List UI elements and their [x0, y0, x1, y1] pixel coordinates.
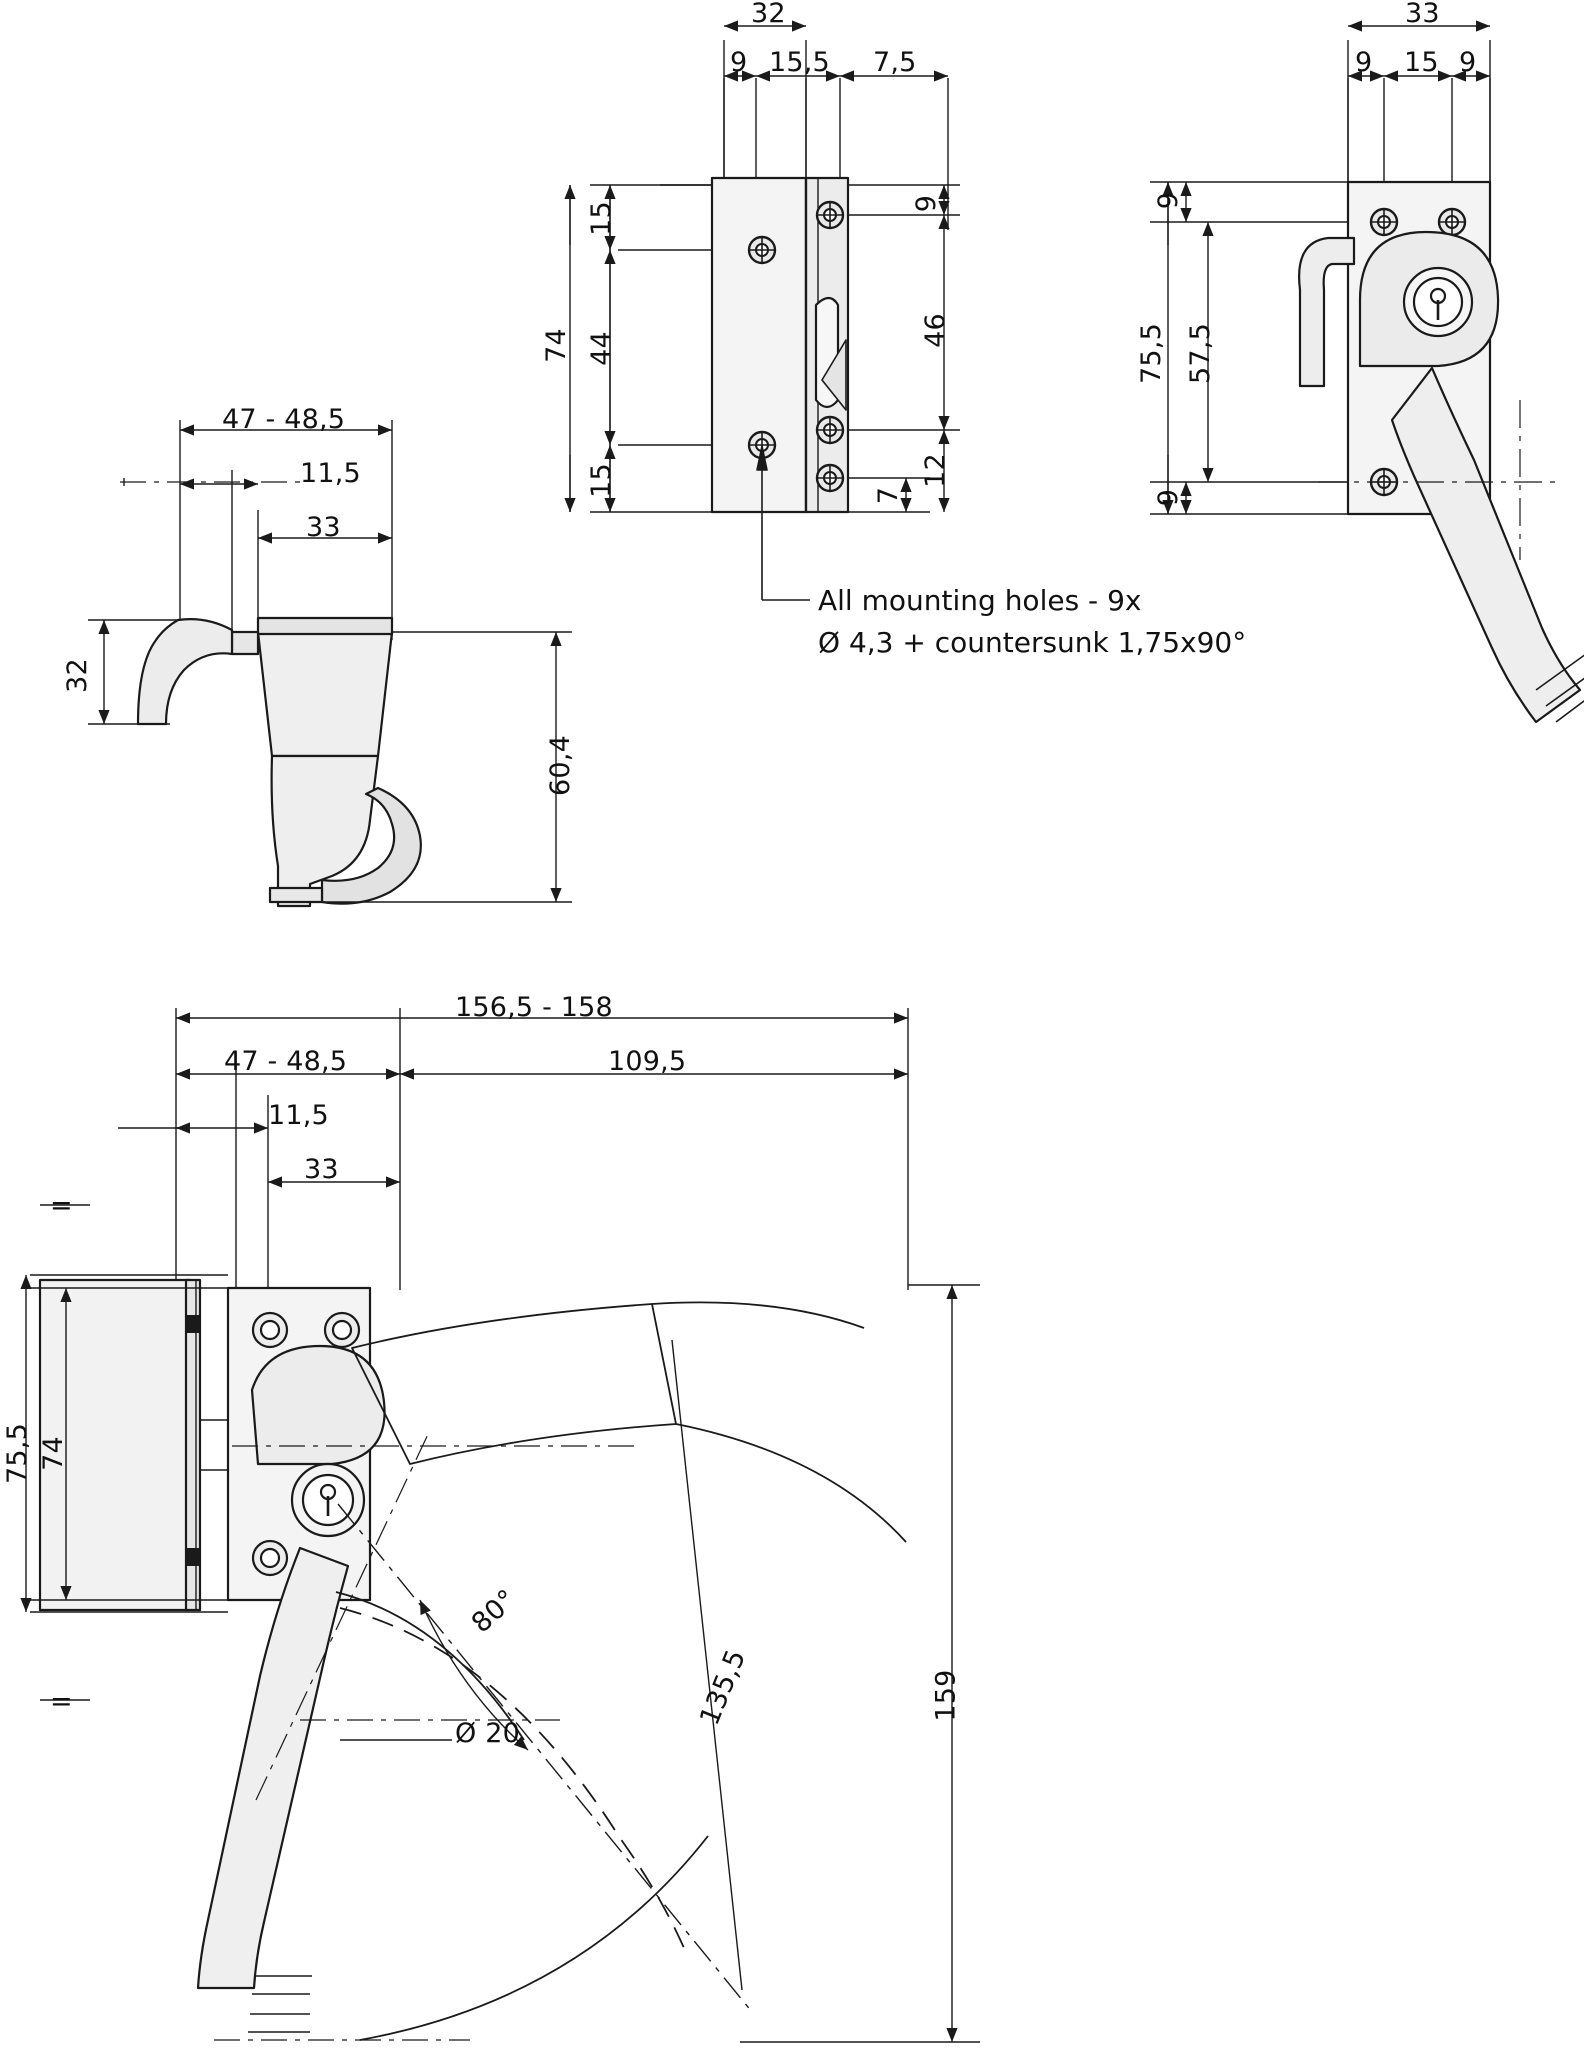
dim-plan-80deg: 80° — [465, 1583, 523, 1640]
dim-faceplate-9: 9 — [730, 47, 748, 78]
dim-plan-47-485: 47 - 48,5 — [224, 1046, 348, 1077]
dim-rear-9b: 9 — [1459, 47, 1477, 78]
dim-plan-1095: 109,5 — [608, 1046, 687, 1077]
dim-faceplate-155: 15,5 — [769, 47, 830, 78]
dim-plan-159: 159 — [930, 1669, 962, 1722]
dim-faceplate-15-bottom: 15 — [585, 463, 617, 498]
mounting-holes-note-line1: All mounting holes - 9x — [818, 584, 1142, 617]
dim-faceplate-7: 7 — [873, 486, 905, 505]
dim-rear-15: 15 — [1404, 47, 1439, 78]
dim-side-115: 11,5 — [300, 458, 361, 489]
dim-side-33: 33 — [306, 512, 341, 543]
dim-faceplate-75: 7,5 — [873, 47, 917, 78]
dim-plan-1565-158: 156,5 - 158 — [455, 992, 613, 1023]
dim-rear-9-left-bottom: 9 — [1153, 488, 1185, 507]
dim-faceplate-15-top: 15 — [585, 201, 617, 236]
dim-plan-eq-top: = — [50, 1190, 73, 1221]
dim-plan-115: 11,5 — [268, 1100, 329, 1131]
dim-faceplate-44: 44 — [585, 331, 617, 366]
dim-plan-dia20: Ø 20 — [455, 1718, 520, 1749]
dim-faceplate-12: 12 — [919, 453, 951, 488]
dim-faceplate-74: 74 — [540, 328, 572, 363]
dim-rear-575: 57,5 — [1184, 323, 1216, 384]
dim-side-604: 60,4 — [544, 735, 576, 796]
dim-rear-33: 33 — [1405, 0, 1440, 29]
dim-plan-33: 33 — [304, 1154, 339, 1185]
dim-rear-9a: 9 — [1355, 47, 1373, 78]
dim-plan-755: 75,5 — [1, 1423, 33, 1484]
dim-rear-9-left-top: 9 — [1153, 191, 1185, 210]
dim-rear-755: 75,5 — [1135, 323, 1167, 384]
mounting-holes-note-line2: Ø 4,3 + countersunk 1,75x90° — [818, 626, 1247, 659]
dim-faceplate-46: 46 — [919, 313, 951, 348]
dim-side-32: 32 — [61, 658, 93, 693]
dim-faceplate-32: 32 — [751, 0, 786, 29]
dim-side-47-485: 47 - 48,5 — [222, 404, 346, 435]
dim-faceplate-9-right: 9 — [911, 194, 943, 213]
dim-plan-1355: 135,5 — [694, 1645, 753, 1730]
dim-plan-74: 74 — [37, 1436, 69, 1471]
dim-plan-eq-bottom: = — [50, 1686, 73, 1717]
